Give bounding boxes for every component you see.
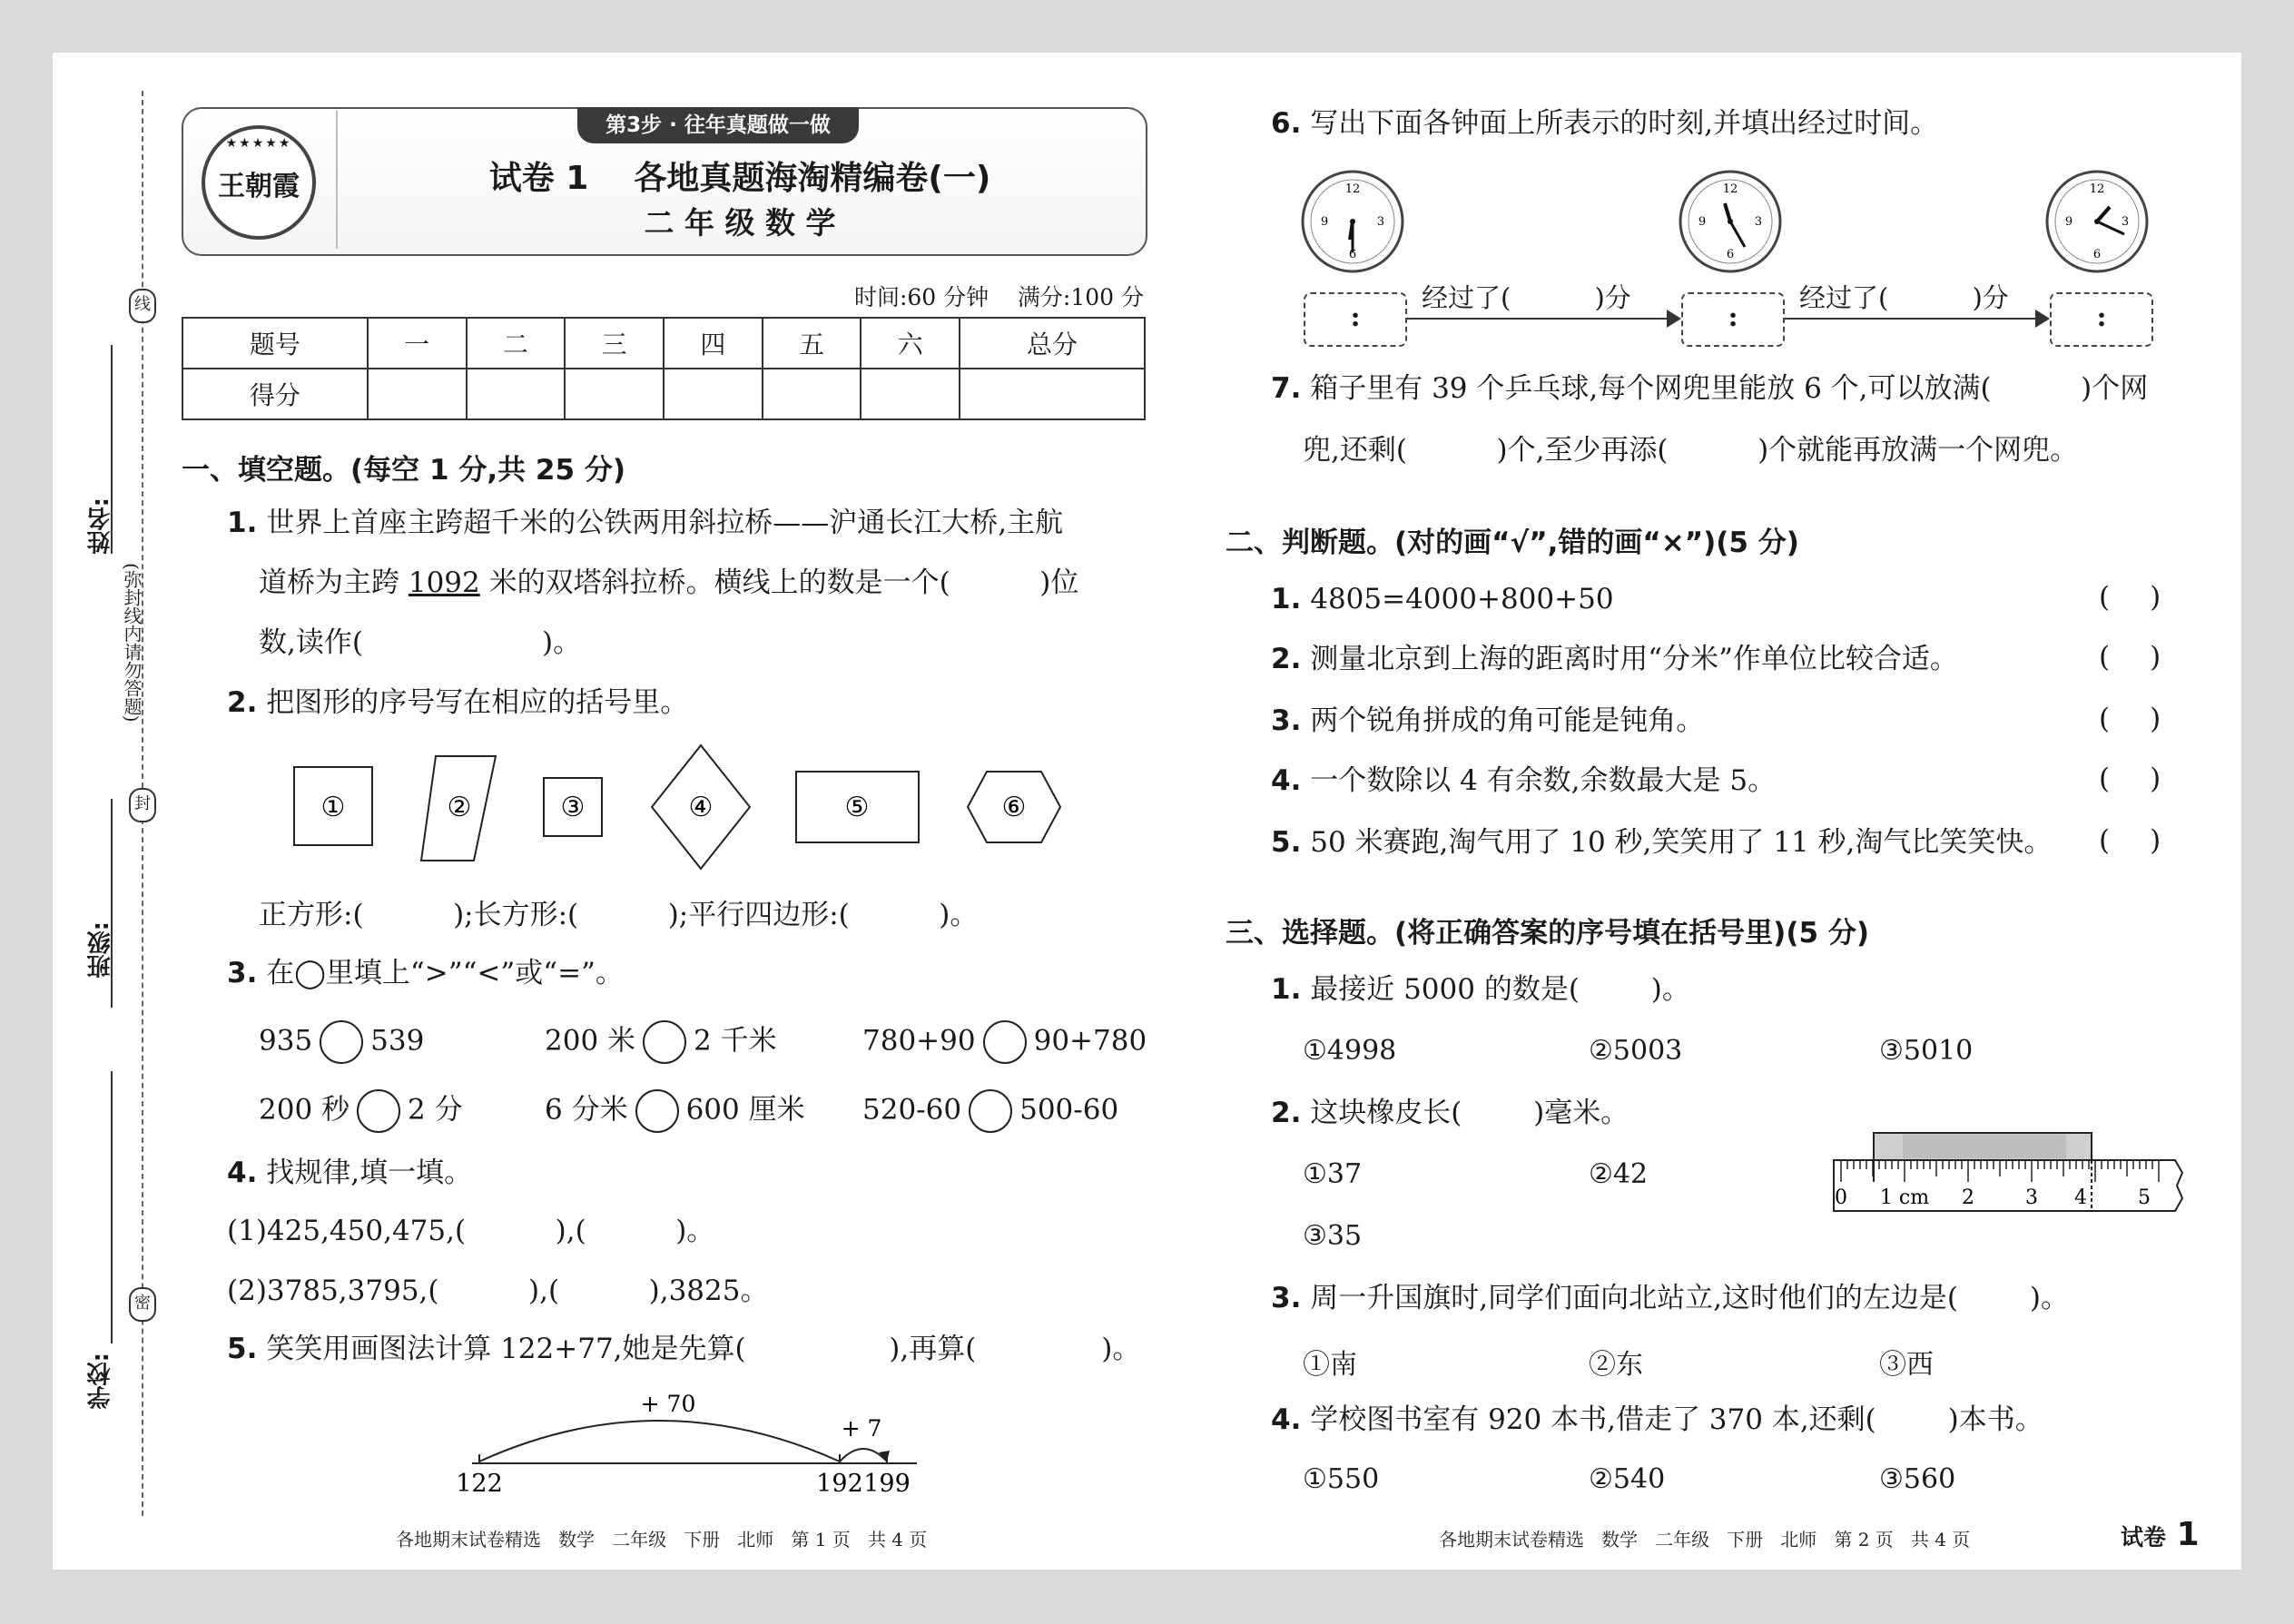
section1-title: 一、填空题。(每空 1 分,共 25 分) [182,454,625,487]
logo-text: 王朝霞 [218,171,300,202]
ruler-label: 5 [2138,1186,2151,1209]
judge-item-1: 1. 4805=4000+800+50 [1271,583,1614,615]
compare-circle[interactable] [320,1020,363,1064]
logo-badge: ★★★★★ 王朝霞 [202,125,316,240]
tick-label: 199 [863,1470,911,1498]
q4-text: 找规律,填一填。 [266,1156,473,1189]
compare-circle[interactable] [643,1020,686,1064]
choice-option[interactable]: ①南 [1303,1349,1357,1381]
shape-label: ④ [688,792,714,823]
score-table [182,317,1146,420]
exam-subtitle: 二 年 级 数 学 [644,205,836,241]
choice-option[interactable]: ②5003 [1589,1035,1683,1067]
score-input-cell[interactable] [565,369,664,419]
ruler-label: 2 [1962,1186,1974,1209]
q5-text: 笑笑用画图法计算 122+77,她是先算( ),再算( )。 [266,1333,1141,1365]
choice-q3[interactable]: 3. 周一升国旗时,同学们面向北站立,这时他们的左边是( )。 [1271,1282,2069,1314]
choice-option[interactable]: ②42 [1589,1158,1649,1190]
exam-title: 试卷 1 各地真题海淘精编卷(一) [488,160,991,197]
arrow-line-2 [1785,318,2048,320]
score-cell: 五 [763,318,861,369]
arrow-head-2 [2035,310,2050,328]
judge-item-5: 5. 50 米赛跑,淘气用了 10 秒,笑笑用了 11 秒,淘气比笑笑快。 [1271,826,2053,859]
q3-number: 3. [227,957,258,989]
svg-text:3: 3 [1754,215,1763,229]
svg-text:6: 6 [1726,248,1735,261]
score-cell: 总分 [960,318,1145,369]
q3-question [227,955,624,991]
shape-label: ⑥ [1001,792,1027,823]
page-label-text: 试卷 [2121,1524,2167,1550]
elapsed-label-1[interactable]: 经过了( )分 [1422,282,1631,313]
svg-text:9: 9 [1320,215,1329,229]
section3-title: 三、选择题。(将正确答案的序号填在括号里)(5 分) [1226,917,1870,950]
ruler-label: 3 [2025,1186,2038,1209]
judge-answer-paren[interactable]: () [2099,581,2201,614]
seal-mi: 密 [129,1287,156,1322]
time-input-3[interactable]: : [2050,292,2153,347]
score-cell: 六 [861,318,960,369]
q6-question [1271,105,1938,142]
q4-question [227,1155,472,1191]
q3-compare-1: 935 539 [259,1020,424,1064]
ruler-with-eraser [1830,1126,2184,1225]
choice-option[interactable]: ③560 [1879,1463,1956,1495]
score-cell: 题号 [182,318,368,369]
choice-option[interactable]: ①37 [1303,1158,1363,1190]
q7-text: 箱子里有 39 个乒乓球,每个网兜里能放 6 个,可以放满( )个网 [1310,372,2149,405]
score-input-cell[interactable] [664,369,763,419]
q3-compare-5: 6 分米 600 厘米 [545,1089,805,1133]
judge-item-3: 3. 两个锐角拼成的角可能是钝角。 [1271,704,1705,737]
choice-option[interactable]: ①550 [1303,1463,1380,1495]
compare-circle[interactable] [983,1020,1027,1064]
choice-q2[interactable]: 2. 这块橡皮长( )毫米。 [1271,1097,1629,1129]
q1-line2 [259,565,1078,601]
ruler-label: 1 cm [1879,1186,1930,1209]
choice-option[interactable]: ②540 [1589,1463,1666,1495]
svg-text:3: 3 [1376,215,1385,229]
shape-label: ⑤ [844,792,870,823]
arc-plus-70 [479,1421,840,1462]
judge-answer-paren[interactable]: () [2099,703,2201,735]
choice-q1[interactable]: 1. 最接近 5000 的数是( )。 [1271,973,1690,1006]
q6-text: 写出下面各钟面上所表示的时刻,并填出经过时间。 [1310,107,1939,140]
q1-underlined-number: 1092 [408,566,480,599]
q4-number: 4. [227,1156,258,1189]
q1-line1 [227,505,1063,541]
score-cell: 二 [467,318,566,369]
judge-item-2: 2. 测量北京到上海的距离时用“分米”作单位比较合适。 [1271,643,1958,675]
score-cell: 三 [565,318,664,369]
q1-number: 1. [227,507,258,539]
q7-line1[interactable] [1271,370,2148,407]
q3-compare-3: 780+90 90+780 [862,1020,1147,1064]
q3-text: 在◯里填上“>”“<”或“=”。 [266,957,624,989]
q1-text: 世界上首座主跨超千米的公铁两用斜拉桥——沪通长江大桥,主航 [266,507,1064,539]
svg-text:6: 6 [1348,248,1357,261]
svg-text:12: 12 [2089,182,2105,196]
q3-compare-6: 520-60 500-60 [862,1089,1118,1133]
score-cell: 一 [368,318,467,369]
svg-text:9: 9 [2064,215,2073,229]
score-table-header-row [182,318,1145,369]
class-label: 班级: [87,921,114,979]
seal-xian: 线 [129,289,156,323]
q1-line3[interactable]: 数,读作( )。 [259,626,582,659]
q2-number: 2. [227,686,258,719]
page-label [2121,1516,2200,1553]
choice-option[interactable]: ③5010 [1879,1035,1974,1067]
compare-circle[interactable] [357,1089,400,1133]
ruler-label: 4 [2074,1186,2087,1209]
arc-plus-7 [840,1449,887,1462]
shape-label: ③ [560,792,586,823]
q7-number: 7. [1271,372,1302,405]
binding-note: (弥封线内请勿答题) [121,563,143,723]
svg-text:12: 12 [1722,182,1738,196]
q6-number: 6. [1271,107,1302,140]
choice-q4[interactable]: 4. 学校图书室有 920 本书,借走了 370 本,还剩( )本书。 [1271,1403,2043,1436]
footer-right: 各地期末试卷精选 数学 二年级 下册 北师 第 2 页 共 4 页 [1439,1529,1971,1550]
footer-left: 各地期末试卷精选 数学 二年级 下册 北师 第 1 页 共 4 页 [396,1529,928,1550]
score-input-cell[interactable] [763,369,861,419]
judge-answer-paren[interactable]: () [2099,824,2201,857]
eraser-sleeve [1903,1135,2066,1158]
q5-question[interactable] [227,1331,1140,1367]
clock-3 [2044,169,2150,274]
name-label: 姓名: [87,497,114,555]
arrow-head-1 [1667,310,1681,328]
clock-1 [1300,169,1405,274]
step-badge: 第3步 · 往年真题做一做 [577,107,859,143]
q5-number: 5. [227,1333,258,1365]
tick-label: 192 [816,1470,863,1498]
score-input-cell[interactable] [960,369,1145,419]
score-table-score-row [182,369,1145,419]
score-cell: 得分 [182,369,368,419]
elapsed-label-2[interactable]: 经过了( )分 [1799,282,2009,313]
arc-label-small: + 7 [841,1415,882,1442]
q1-text: 米的双塔斜拉桥。横线上的数是一个( )位 [479,566,1079,599]
q3-compare-2: 200 米 2 千米 [545,1020,777,1064]
choice-option[interactable]: ③西 [1879,1349,1934,1381]
page-number: 1 [2176,1516,2200,1553]
judge-answer-paren[interactable]: () [2099,641,2201,674]
arrow-line-1 [1407,318,1679,320]
compare-circle[interactable] [969,1089,1012,1133]
choice-option[interactable]: ②东 [1589,1349,1643,1381]
q2-shapes [272,740,1089,885]
school-underline [111,1071,113,1343]
svg-text:12: 12 [1344,182,1361,196]
score-cell: 四 [664,318,763,369]
seal-feng: 封 [129,788,156,822]
section2-title: 二、判断题。(对的画“√”,错的画“×”)(5 分) [1226,527,1799,559]
q2-text: 把图形的序号写在相应的括号里。 [266,686,689,719]
time-info: 时间:60 分钟 满分:100 分 [853,284,1144,310]
compare-circle[interactable] [635,1089,679,1133]
svg-text:3: 3 [2121,215,2130,229]
q5-number-line [454,1389,944,1498]
score-input-cell[interactable] [861,369,960,419]
time-input-1[interactable]: : [1304,292,1407,347]
score-input-cell[interactable] [368,369,467,419]
choice-option[interactable]: ①4998 [1303,1035,1397,1067]
q1-text: 道桥为主跨 [259,566,409,599]
q4-part2[interactable]: (2)3785,3795,( ),( ),3825。 [227,1275,769,1307]
shape-label: ① [320,792,346,823]
q3-compare-4: 200 秒 2 分 [259,1089,463,1133]
clock-2 [1678,169,1783,274]
arc-label-big: + 70 [640,1391,696,1417]
q7-line2[interactable]: 兜,还剩( )个,至少再添( )个就能再放满一个网兜。 [1303,434,2079,467]
svg-text:9: 9 [1698,215,1707,229]
school-label: 学校: [87,1353,114,1410]
judge-item-4: 4. 一个数除以 4 有余数,余数最大是 5。 [1271,764,1777,797]
svg-text:6: 6 [2092,248,2102,261]
choice-option[interactable]: ③35 [1303,1220,1363,1252]
judge-answer-paren[interactable]: () [2099,763,2201,795]
score-input-cell[interactable] [467,369,566,419]
q4-part1[interactable]: (1)425,450,475,( ),( )。 [227,1215,715,1247]
shape-label: ② [447,792,472,823]
tick-label: 122 [456,1470,503,1498]
q2-question [227,684,688,721]
q2-answer-line[interactable]: 正方形:( );长方形:( );平行四边形:( )。 [259,899,979,931]
ruler-label: 0 [1835,1186,1847,1209]
time-input-2[interactable]: : [1681,292,1785,347]
